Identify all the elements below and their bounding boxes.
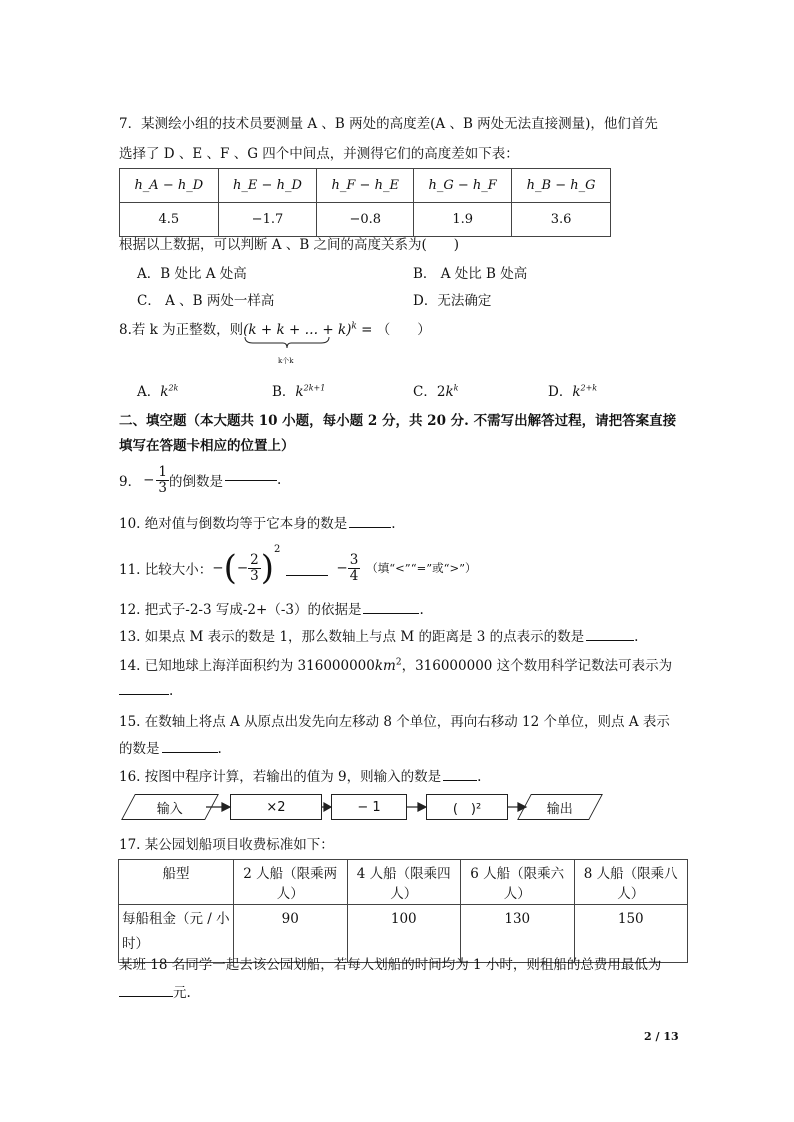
q15-line1: 15. 在数轴上将点 A 从原点出发先向左移动 8 个单位，再向右移动 12 个单位，则点 A 表示 bbox=[119, 714, 670, 730]
flow-arrows-icon bbox=[0, 794, 794, 820]
q8-option-b-exp: 2k+1 bbox=[303, 383, 326, 393]
header-cell: 6 人船（限乘六人） bbox=[461, 860, 575, 905]
value-cell: 4.5 bbox=[120, 203, 219, 237]
q8-option-c: C．$2k^k$ bbox=[413, 383, 459, 400]
q11: 11. 比较大小： − ( − $\frac{2}{3}$ ) $^2$ − $\frac{3}{4}$ （填“<”“=”或“>”） bbox=[119, 544, 477, 588]
flow-output-label: 输出 bbox=[546, 801, 573, 817]
q8-option-c-exp: k bbox=[453, 383, 459, 393]
q14-text-b: ，316000000 这个数用科学记数法可表示为 bbox=[401, 658, 673, 674]
q8-option-d-exp: 2+k bbox=[580, 383, 598, 393]
flow-input-label: 输入 bbox=[156, 801, 183, 817]
q7-option-c: C． A 、B 两处一样高 bbox=[137, 293, 275, 309]
q9-end: . bbox=[277, 472, 282, 488]
q8-exponent: k bbox=[351, 321, 357, 332]
header-cell: h_E − h_D bbox=[218, 169, 317, 203]
q15-line2 bbox=[119, 737, 222, 757]
q8-option-b-label: B． bbox=[272, 384, 296, 400]
q11-answer-blank[interactable] bbox=[286, 575, 328, 576]
underbrace-icon bbox=[243, 335, 331, 349]
q14-line2 bbox=[119, 683, 173, 699]
q8-option-c-label: C． bbox=[413, 384, 437, 400]
header-cell: h_G − h_F bbox=[414, 169, 512, 203]
header-cell: h_A − h_D bbox=[120, 169, 219, 203]
q17-intro: 17. 某公园划船项目收费标准如下： bbox=[119, 837, 334, 853]
value-cell: −1.7 bbox=[218, 203, 317, 237]
q11-denominator-1: 3 bbox=[250, 567, 259, 584]
q10-end: . bbox=[391, 516, 396, 532]
header-cell: h_B − h_G bbox=[512, 169, 611, 203]
q9-pre: 9． bbox=[119, 474, 142, 490]
price-cell: 100 bbox=[347, 905, 461, 963]
q14-end: . bbox=[169, 683, 174, 699]
q14-answer-blank[interactable] bbox=[119, 694, 169, 695]
q16 bbox=[119, 765, 481, 785]
q9: 9． − $\frac{1}{3}$ 的倒数是 . bbox=[119, 463, 282, 496]
q13 bbox=[119, 625, 638, 645]
q8-stem-text: 8.若 k 为正整数，则 bbox=[119, 322, 244, 338]
q11-fraction-2 bbox=[348, 553, 361, 584]
q8-option-a: A．$k^{2k}$ bbox=[137, 383, 179, 400]
q9-numerator: 1 bbox=[158, 463, 167, 480]
row-label-cell: 每船租金（元 / 小时） bbox=[119, 905, 234, 963]
q16-text: 16. 按图中程序计算，若输出的值为 9，则输入的数是 bbox=[119, 769, 442, 785]
q7-option-d: D．无法确定 bbox=[413, 293, 492, 309]
q17-after-line2 bbox=[119, 981, 191, 1001]
value-cell: 1.9 bbox=[414, 203, 512, 237]
q12-end: . bbox=[419, 602, 424, 618]
header-cell: 船型 bbox=[119, 860, 234, 905]
q12-text: 12. 把式子-2-3 写成-2+（-3）的依据是 bbox=[119, 602, 362, 618]
q8-option-a-exp: 2k bbox=[168, 383, 179, 393]
q10 bbox=[119, 512, 396, 532]
q11-numerator-1: 2 bbox=[250, 551, 259, 568]
q11-note: （填“<”“=”或“>”） bbox=[366, 561, 477, 575]
q11-fraction-1 bbox=[248, 553, 261, 584]
header-cell: 4 人船（限乘四人） bbox=[347, 860, 461, 905]
header-cell: h_F − h_E bbox=[317, 169, 414, 203]
q14-text: 14. 已知地球上海洋面积约为 316000000 bbox=[119, 658, 375, 674]
q9-denominator: 3 bbox=[158, 479, 167, 496]
q17-end: 元. bbox=[173, 985, 191, 1001]
q8-brace-label: k个k bbox=[278, 357, 294, 365]
q9-fraction bbox=[156, 465, 169, 496]
q12-answer-blank[interactable] bbox=[363, 613, 419, 614]
q11-numerator-2: 3 bbox=[349, 551, 359, 568]
q7-question: 根据以上数据，可以判断 A 、B 之间的高度关系为( ) bbox=[119, 237, 460, 253]
q11-pre: 11. 比较大小： bbox=[119, 562, 213, 578]
q10-answer-blank[interactable] bbox=[349, 527, 391, 528]
price-cell: 130 bbox=[461, 905, 575, 963]
q16-answer-blank[interactable] bbox=[443, 780, 477, 781]
q12 bbox=[119, 598, 424, 618]
q8-expression: (k + k + … + k) bbox=[243, 322, 352, 338]
q8-tail: = （ ） bbox=[356, 322, 431, 338]
boat-price-table bbox=[118, 859, 688, 963]
q15-answer-blank[interactable] bbox=[162, 752, 218, 753]
q8-option-b: B．$k^{2k+1}$ bbox=[272, 383, 326, 400]
q14-unit-exponent: 2 bbox=[395, 657, 402, 668]
height-difference-table bbox=[119, 168, 611, 237]
header-cell: 2 人船（限乘两人） bbox=[234, 860, 348, 905]
flow-square-label: ( )² bbox=[452, 801, 482, 817]
q17-answer-blank[interactable] bbox=[119, 996, 173, 997]
q7-option-b: B． A 处比 B 处高 bbox=[413, 266, 528, 282]
q11-denominator-2: 4 bbox=[349, 567, 359, 584]
q11-exponent: 2 bbox=[274, 544, 281, 555]
q8-option-a-label: A． bbox=[137, 384, 161, 400]
q17-after-line1: 某班 18 名同学一起去该公园划船，若每人划船的时间均为 1 小时，则租船的总费用最低为 bbox=[119, 957, 662, 973]
q7-line1: 7．某测绘小组的技术员要测量 A 、B 两处的高度差(A 、B 两处无法直接测量)，他们首先 bbox=[119, 116, 658, 132]
q13-end: . bbox=[634, 629, 639, 645]
q9-answer-blank[interactable] bbox=[225, 480, 277, 481]
q13-answer-blank[interactable] bbox=[586, 640, 634, 641]
q13-text: 13. 如果点 M 表示的数是 1，那么数轴上与点 M 的距离是 3 的点表示的数是 bbox=[119, 629, 585, 645]
q14-unit: km bbox=[374, 658, 396, 674]
price-cell: 150 bbox=[574, 905, 688, 963]
q10-text: 10. 绝对值与倒数均等于它本身的数是 bbox=[119, 516, 348, 532]
q16-end: . bbox=[477, 769, 482, 785]
flow-multiply-label: ×2 bbox=[266, 799, 286, 815]
q7-option-a: A．B 处比 A 处高 bbox=[137, 266, 247, 282]
q15-end: . bbox=[217, 741, 222, 757]
section2-heading-line1: 二、填空题（本大题共 10 小题，每小题 2 分，共 20 分. 不需写出解答过程，请把答案直接 bbox=[119, 413, 677, 429]
value-cell: −0.8 bbox=[317, 203, 414, 237]
q15-text: 的数是 bbox=[119, 741, 160, 757]
q8-option-d-label: D． bbox=[548, 384, 573, 400]
price-cell: 90 bbox=[234, 905, 348, 963]
page-number: 2 / 13 bbox=[644, 1030, 679, 1043]
header-cell: 8 人船（限乘八人） bbox=[574, 860, 688, 905]
q14-line1 bbox=[119, 654, 672, 674]
q8-option-d: D．$k^{2+k}$ bbox=[548, 383, 598, 400]
flow-subtract-label: − 1 bbox=[357, 799, 381, 815]
section2-heading-line2: 填写在答题卡相应的位置上） bbox=[119, 438, 295, 454]
q9-post: 的倒数是 bbox=[169, 474, 223, 490]
value-cell: 3.6 bbox=[512, 203, 611, 237]
q7-line2: 选择了 D 、E 、F 、G 四个中间点，并测得它们的高度差如下表： bbox=[119, 146, 519, 162]
